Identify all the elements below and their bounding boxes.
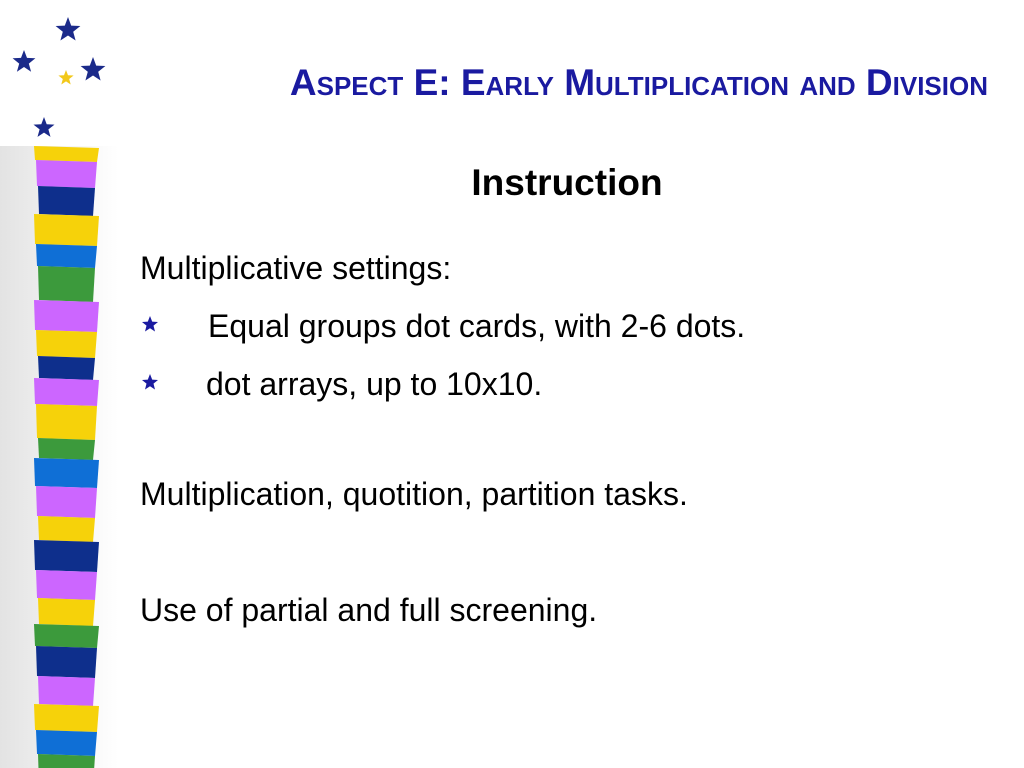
strip-segment [38, 266, 95, 302]
star-bullet-icon [140, 372, 160, 392]
star-icon [13, 50, 36, 72]
strip-segment [38, 356, 95, 380]
strip-segment [34, 540, 99, 572]
star-icon [34, 117, 55, 137]
star-cluster-icon [0, 0, 130, 150]
strip-segment [36, 730, 97, 756]
slide-subtitle: Instruction [471, 162, 663, 203]
strip-segment [34, 458, 99, 488]
strip-segment [36, 486, 97, 518]
bullet-text: Equal groups dot cards, with 2-6 dots. [208, 308, 746, 344]
star-bullet-icon [140, 314, 160, 334]
strip-segment [38, 754, 95, 768]
star-icon [58, 70, 73, 85]
strip-segment [34, 378, 99, 406]
strip-segment [36, 330, 97, 358]
strip-segment [38, 676, 95, 706]
settings-heading: Multiplicative settings: [140, 250, 452, 286]
strip-segment [38, 438, 95, 460]
strip-segment [34, 214, 99, 246]
strip-segment [34, 624, 99, 648]
slide-title: Aspect E: Early Multiplication and Division [289, 62, 988, 103]
strip-segment [34, 300, 99, 332]
strip-segment [36, 244, 97, 268]
star-icon [56, 17, 81, 41]
strip-segment [34, 704, 99, 732]
strip-segment [36, 570, 97, 600]
strip-segment [36, 646, 97, 678]
strip-segment [38, 598, 95, 626]
strip-segment [36, 404, 97, 440]
bullet-text: dot arrays, up to 10x10. [206, 366, 543, 402]
star-icon [81, 57, 106, 81]
tasks-line: Multiplication, quotition, partition tasks. [140, 476, 688, 512]
screening-line: Use of partial and full screening. [140, 592, 598, 628]
strip-segment [38, 516, 95, 542]
